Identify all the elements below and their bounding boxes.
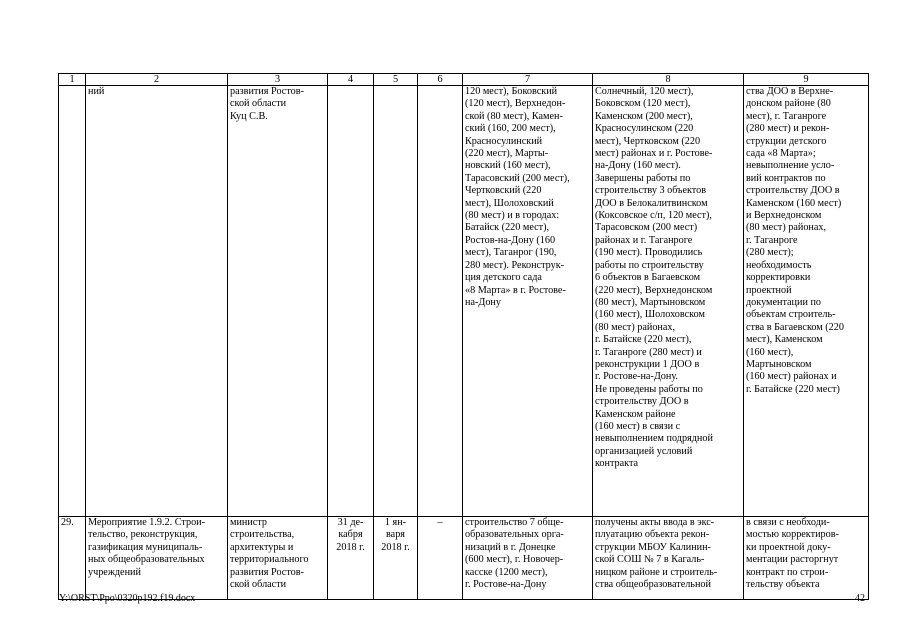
page-number: 42: [855, 593, 865, 604]
actual-result-cell: Солнечный, 120 мест), Боковском (120 мест), Каменском (200 мест), Красносулинском (220 мест), Чертковском (220 мест) районах и г. Ростове- на-Дону (160 мест). Завершены работы по строительству 3 объектов ДОО в Белокалитвинском (Коксовское с/п, 120 мест), Тарасовском (200 мест) районах и г. Таганроге (190 мест). Проводились работы по строительству 6 объектов в Багаевском (220 мест), Верхнедонском (80 мест), Мартыновском (160 мест), Шолоховском (80 мест) районах, г. Батайске (220 мест), г. Таганроге (280 мест) и реконструкции 1 ДОО в г. Ростове-на-Дону. Не проведены работы по строительству ДОО в Каменском районе (160 мест) в связи с невыполнением подрядной организацией условий контракта: [593, 86, 744, 517]
reasons-cell: ства ДОО в Верхне- донском районе (80 мест), г. Таганроге (280 мест) и рекон- струкции детского сада «8 Марта»; невыполнение усло- вий контрактов по строительству ДОО в Каменском (160 мест) и Верхнедонском (80 мест) районах, г. Таганроге (280 мест); необходимость корректировки проектной документации по объектам строитель- ства в Багаевском (220 мест), Каменском (160 мест), Мартыновском (160 мест) районах и г. Батайске (220 мест): [744, 86, 869, 517]
column-number: 4: [328, 74, 374, 86]
column-6-cell: [418, 86, 463, 517]
end-date-cell: 31 де- кабря 2018 г.: [328, 517, 374, 600]
table-row: [59, 517, 869, 600]
start-date-cell: 1 ян- варя 2018 г.: [374, 517, 418, 600]
row-number-cell: 29.: [59, 517, 86, 600]
measure-cell: ний: [86, 86, 228, 517]
responsible-cell: министр строительства, архитектуры и территориального развития Ростов- ской области: [228, 517, 328, 600]
column-number: 9: [744, 74, 869, 86]
column-number: 8: [593, 74, 744, 86]
column-number: 2: [86, 74, 228, 86]
actual-result-cell: получены акты ввода в экс- плуатацию объекта рекон- струкции МБОУ Калинин- ской СОШ № 7 в Кагаль- ницком районе и строитель- ства общеобразовательной: [593, 517, 744, 600]
reasons-cell: в связи с необходи- мостью корректиров- ки проектной доку- ментации расторгнут контракт по строи- тельству объекта: [744, 517, 869, 600]
planned-result-cell: строительство 7 обще- образовательных орга- низаций в г. Донецке (600 мест), г. Новочер- касске (1200 мест), г. Ростове-на-Дону: [463, 517, 593, 600]
planned-result-cell: 120 мест), Боковский (120 мест), Верхнедон- ской (80 мест), Камен- ский (160, 200 мест), Красносулинский (220 мест), Марты- новский (160 мест), Тарасовский (200 мест), Чертковский (220 мест), Шолоховский (80 мест) и в городах: Батайск (220 мест), Ростов-на-Дону (160 мест), Таганрог (190, 280 мест). Реконструк- ция детского сада «8 Марта» в г. Ростове- на-Дону: [463, 86, 593, 517]
start-date-cell: [374, 86, 418, 517]
end-date-cell: [328, 86, 374, 517]
column-number: 7: [463, 74, 593, 86]
column-number: 5: [374, 74, 418, 86]
row-number-cell: [59, 86, 86, 517]
responsible-cell: развития Ростов- ской области Куц С.В.: [228, 86, 328, 517]
column-number: 6: [418, 74, 463, 86]
table-row: [59, 86, 869, 517]
column-6-cell: –: [418, 517, 463, 600]
measure-cell: Мероприятие 1.9.2. Строи- тельство, реконструкция, газификация муниципаль- ных общеобразовательных учреждений: [86, 517, 228, 600]
footer-file-path: Y:\ORST\Ppo\0320p192.f19.docx: [59, 593, 196, 604]
document-table: [58, 73, 869, 600]
column-number: 1: [59, 74, 86, 86]
column-number: 3: [228, 74, 328, 86]
column-number-header-row: [59, 74, 869, 86]
